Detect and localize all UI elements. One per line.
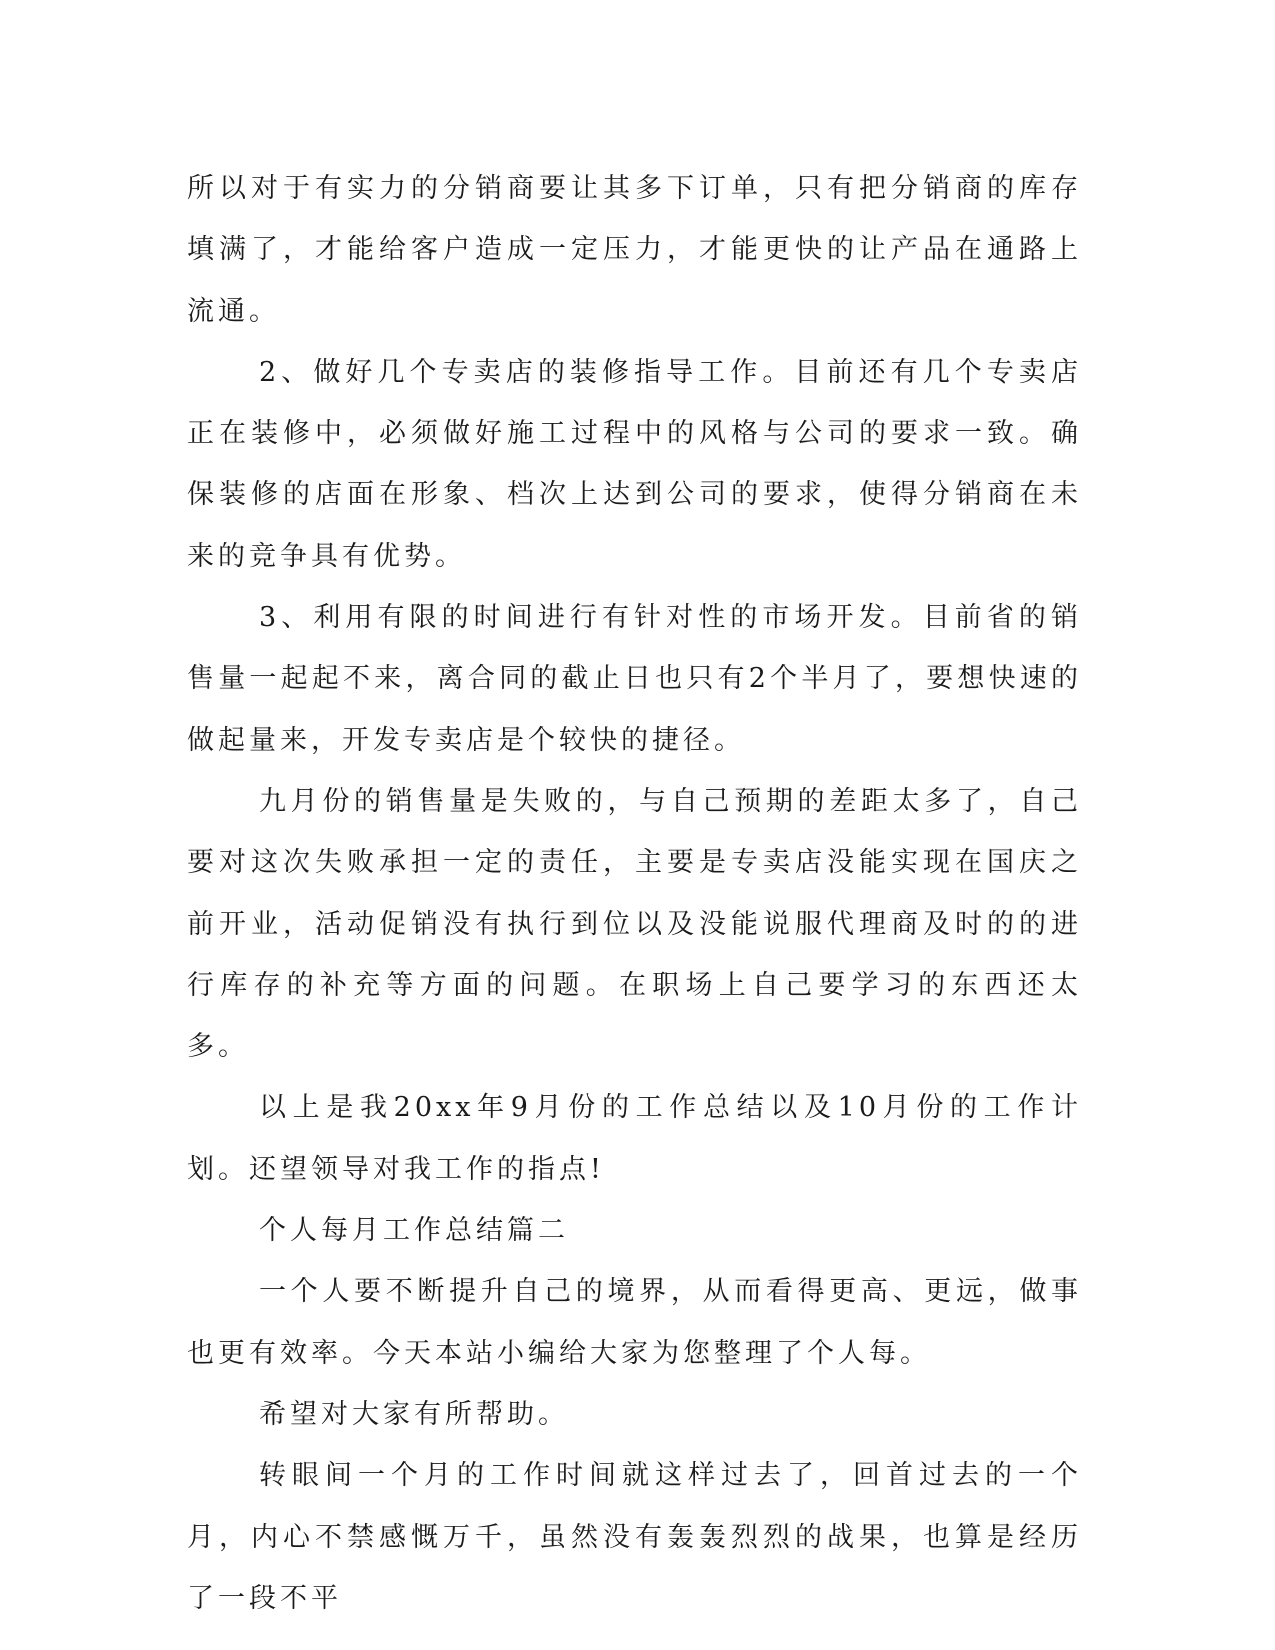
paragraph-item-2: 2、做好几个专卖店的装修指导工作。目前还有几个专卖店正在装修中，必须做好施工过程中的风格与公司的要求一致。确保装修的店面在形象、档次上达到公司的要求，使得分销商在未来的竞争具有优势。 bbox=[187, 356, 1082, 572]
section-heading: 个人每月工作总结篇二 bbox=[259, 1215, 569, 1247]
paragraph-reflection: 转眼间一个月的工作时间就这样过去了，回首过去的一个月，内心不禁感慨万千，虽然没有轰轰烈烈的战果，也算是经历了一段不平 bbox=[187, 1460, 1082, 1614]
paragraph-wish: 希望对大家有所帮助。 bbox=[259, 1398, 569, 1430]
paragraph-continuation: 所以对于有实力的分销商要让其多下订单，只有把分销商的库存填满了，才能给客户造成一定压力，才能更快的让产品在通路上流通。 bbox=[187, 173, 1082, 327]
document-body bbox=[187, 158, 1082, 1629]
paragraph-item-3: 3、利用有限的时间进行有针对性的市场开发。目前省的销售量一起起不来，离合同的截止日也只有2个半月了，要想快速的做起量来，开发专卖店是个较快的捷径。 bbox=[187, 602, 1082, 756]
paragraph-intro: 一个人要不断提升自己的境界，从而看得更高、更远，做事也更有效率。今天本站小编给大家为您整理了个人每。 bbox=[187, 1276, 1082, 1369]
paragraph-september-review: 九月份的销售量是失败的，与自己预期的差距太多了，自己要对这次失败承担一定的责任，主要是专卖店没能实现在国庆之前开业，活动促销没有执行到位以及没能说服代理商及时的的进行库存的补充等方面的问题。在职场上自己要学习的东西还太多。 bbox=[187, 785, 1082, 1063]
paragraph-closing: 以上是我20xx年9月份的工作总结以及10月份的工作计划。还望领导对我工作的指点! bbox=[187, 1092, 1082, 1185]
